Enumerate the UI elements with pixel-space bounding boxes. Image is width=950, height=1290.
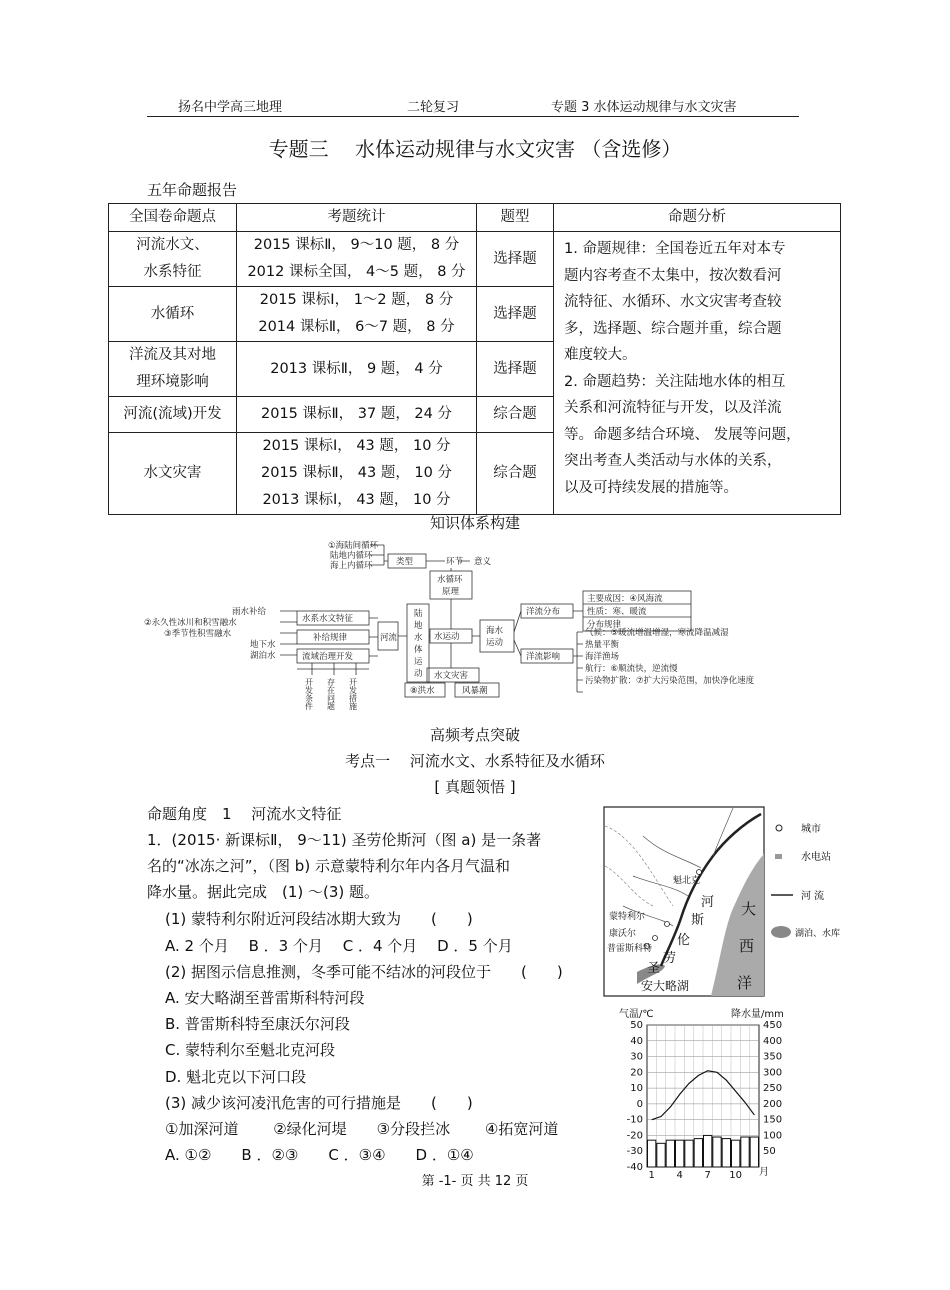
- point-cell: 理环境影响: [136, 374, 209, 390]
- cycle-item: 陆地内循环: [330, 551, 373, 561]
- water-motion-box: 水运动: [434, 632, 460, 642]
- knowledge-title: 知识体系构建: [429, 514, 520, 532]
- analysis-line: 难度较大。: [564, 347, 637, 363]
- stats-cell: 2013 课标Ⅰ， 43 题， 10 分: [262, 492, 451, 508]
- y2-tick-label: 200: [763, 1098, 783, 1110]
- question-stem: 名的“冰冻之河”，（图 b) 示意蒙特利尔年内各月气温和: [147, 857, 510, 875]
- header-school: 扬名中学高三地理: [178, 100, 283, 115]
- water-cycle-box: 原理: [442, 587, 460, 597]
- map-legend: [771, 822, 840, 939]
- river-box: 补给规律: [313, 633, 348, 643]
- supply-item: 雨水补给: [232, 607, 267, 617]
- type-cell: 选择题: [477, 232, 554, 287]
- city-label: 康沃尔: [609, 929, 637, 939]
- analysis-cell: [554, 232, 841, 515]
- col-header: 题型: [477, 204, 554, 232]
- y2-tick-label: 50: [763, 1146, 776, 1158]
- city-label: 普雷斯科特: [607, 944, 653, 954]
- q1-options: A. 2 个月 B ．3 个月 C ．4 个月 D ．5 个月: [165, 937, 513, 955]
- precip-bar: [741, 1137, 749, 1167]
- precip-bar: [750, 1137, 758, 1167]
- precip-bar: [657, 1143, 665, 1167]
- ocean-label: 大: [741, 900, 757, 918]
- stats-cell: 2015 课标Ⅱ， 37 题， 24 分: [237, 397, 477, 433]
- legend-label: 湖泊、水库: [795, 929, 841, 939]
- y2-tick-label: 450: [763, 1020, 783, 1031]
- report-table: [108, 203, 841, 515]
- ocean-motion-box: 海水: [486, 626, 504, 636]
- type-box: 类型: [396, 557, 414, 567]
- type-cell: 选择题: [477, 287, 554, 342]
- river-box: 水系水文特征: [302, 614, 354, 624]
- col-header: 考题统计: [237, 204, 477, 232]
- ocean-label: 西: [739, 937, 755, 955]
- analysis-line: 关系和河流特征与开发，以及洋流: [564, 400, 782, 416]
- stats-cell: 2014 课标Ⅱ， 6～7 题， 8 分: [258, 319, 455, 335]
- y2-tick-label: 150: [763, 1114, 783, 1126]
- q3-options: A. ①② B ．②③ C ．③④ D ．①④: [165, 1146, 474, 1164]
- analysis-line: 题内容考查不太集中，按次数看河: [564, 267, 782, 284]
- point-cell: 水文灾害: [109, 433, 237, 515]
- cycle-item: 海上内循环: [330, 561, 373, 571]
- type-cell: 选择题: [477, 342, 554, 397]
- y-tick-label: -10: [626, 1114, 643, 1126]
- supply-item: ②永久性冰川和积雪融水: [144, 618, 237, 628]
- water-cycle-box: 水循环: [437, 575, 463, 585]
- y-tick-label: 0: [636, 1098, 643, 1110]
- q3-text: (3) 减少该河凌汛危害的可行措施是 ( ): [165, 1094, 473, 1112]
- page-title: 专题三 水体运动规律与水文灾害 （含选修）: [268, 137, 682, 161]
- y2-ticks: [763, 1020, 782, 1157]
- stats-cell: 2015 课标Ⅰ， 43 题， 10 分: [262, 438, 451, 454]
- legend-label: 河 流: [801, 891, 825, 902]
- river-box: 河流: [380, 633, 398, 643]
- dist-item: 性质：寒、暖流: [587, 607, 647, 617]
- x-tick-label: 10: [729, 1170, 743, 1181]
- x-tick-label: 1: [648, 1170, 655, 1181]
- point-cell: 洋流及其对地: [129, 347, 216, 363]
- stats-cell: 2015 课标Ⅱ， 43 题， 10 分: [261, 465, 452, 481]
- analysis-line: 多，选择题、综合题并重，综合题: [564, 320, 782, 337]
- climate-chart: [603, 1003, 843, 1181]
- precip-bar: [648, 1140, 656, 1167]
- y-tick-label: -40: [626, 1162, 643, 1173]
- city-label: 蒙特利尔: [609, 912, 646, 922]
- analysis-line: 1. 命题规律：全国卷近五年对本专: [564, 241, 786, 257]
- supply-item: 地下水: [250, 640, 276, 650]
- x-axis-label: 月: [759, 1167, 769, 1178]
- dev-item: 存在问题: [326, 678, 336, 710]
- col-header: 全国卷命题点: [109, 204, 237, 232]
- header-phase: 二轮复习: [407, 100, 460, 115]
- city-legend-icon: [776, 825, 782, 831]
- precip-bar: [694, 1139, 702, 1167]
- y-tick-label: -20: [626, 1130, 643, 1142]
- city-marker: [653, 936, 658, 941]
- effect-item: 航行：⑥顺流快，逆流慢: [585, 664, 678, 674]
- supply-item: 湖泊水: [250, 651, 276, 661]
- y-tick-label: 10: [630, 1083, 643, 1095]
- question-stem: 降水量。据此完成 (1) ～(3) 题。: [147, 883, 380, 901]
- cycle-item: ①海陆间循环: [328, 541, 379, 551]
- analysis-line: 2. 命题趋势：关注陆地水体的相互: [564, 373, 786, 390]
- analysis-line: 突出考查人类活动与水体的关系，: [564, 453, 782, 469]
- type-cell: 综合题: [477, 433, 554, 515]
- river-label: 伦: [677, 933, 691, 948]
- y2-tick-label: 350: [763, 1051, 783, 1063]
- q2-option: D. 魁北克以下河口段: [165, 1068, 307, 1086]
- dist-item: 分布规律: [587, 620, 622, 630]
- effect-item: 海洋渔场: [585, 652, 620, 662]
- angle-title: 命题角度 1 河流水文特征: [147, 805, 342, 823]
- city-label: 魁北克: [673, 876, 701, 886]
- ocean-motion-box: 运动: [486, 638, 504, 648]
- precip-bar: [685, 1140, 693, 1167]
- land-water-char: 体: [414, 645, 423, 655]
- storm-box: 风暴潮: [462, 686, 488, 696]
- y2-tick-label: 100: [763, 1130, 783, 1142]
- dev-item: 开发条件: [304, 678, 314, 710]
- land-water-char: 水: [414, 633, 423, 643]
- precip-bar: [722, 1139, 730, 1167]
- x-tick-label: 4: [676, 1170, 683, 1181]
- link-item: 环节: [446, 557, 464, 567]
- stats-cell: 2012 课标全国， 4～5 题， 8 分: [247, 264, 466, 280]
- supply-item: ③季节性积雪融水: [164, 629, 232, 639]
- col-header: 命题分析: [554, 204, 841, 232]
- q3-items: ①加深河道 ②绿化河堤 ③分段拦冰 ④拓宽河道: [165, 1120, 559, 1138]
- link-item: 意义: [474, 557, 492, 567]
- q2-option: A. 安大略湖至普雷斯科特河段: [165, 989, 365, 1007]
- river-box: 流域治理开发: [302, 652, 354, 662]
- city-marker: [697, 870, 702, 875]
- river-label: 河: [701, 895, 715, 910]
- lake-legend-icon: [771, 926, 791, 938]
- dist-item: 主要成因：④风海流: [587, 594, 663, 604]
- y-tick-label: 50: [630, 1020, 643, 1031]
- table-row: [109, 232, 841, 287]
- land-water-char: 运: [414, 657, 423, 667]
- y-tick-label: 20: [630, 1067, 643, 1079]
- knowledge-diagram: [140, 540, 820, 715]
- page-footer: 第 -1- 页 共 12 页: [421, 1174, 529, 1189]
- precip-bar: [676, 1140, 684, 1167]
- dev-labels: [305, 677, 358, 711]
- y2-tick-label: 300: [763, 1067, 783, 1079]
- x-tick-label: 7: [704, 1170, 711, 1181]
- legend-label: 水电站: [801, 852, 831, 863]
- map-figure: [603, 806, 843, 998]
- stats-cell: 2015 课标Ⅱ， 9～10 题， 8 分: [253, 237, 460, 253]
- y2-axis-label: 降水量/mm: [731, 1009, 784, 1020]
- precip-bars: [648, 1135, 759, 1167]
- q1-text: (1) 蒙特利尔附近河段结冰期大致为 ( ): [165, 910, 473, 928]
- header-topic: 专题 3 水体运动规律与水文灾害: [551, 100, 737, 115]
- q2-option: B. 普雷斯科特至康沃尔河段: [165, 1015, 350, 1033]
- current-dist-box: 洋流分布: [526, 607, 561, 617]
- precip-bar: [666, 1140, 674, 1167]
- point-cell: 河流(流域)开发: [109, 397, 237, 433]
- header-rule: [147, 116, 799, 117]
- section-title: 高频考点突破: [429, 726, 520, 744]
- y-tick-label: 30: [630, 1051, 643, 1063]
- dev-item: 开发措施: [348, 678, 358, 710]
- precip-bar: [704, 1135, 712, 1167]
- river-label: 劳: [663, 951, 677, 966]
- question-stem: 1．(2015· 新课标Ⅱ， 9～11) 圣劳伦斯河（图 a) 是一条著: [147, 831, 542, 849]
- land-water-char: 陆: [414, 609, 423, 619]
- precip-bar: [732, 1140, 740, 1167]
- ocean-label: 洋: [737, 974, 753, 992]
- river-label: 圣: [647, 961, 661, 976]
- q2-option: C. 蒙特利尔至魁北克河段: [165, 1041, 336, 1059]
- effect-item: 污染物扩散：⑦扩大污染范围，加快净化速度: [585, 676, 755, 686]
- legend-label: 城市: [801, 824, 821, 835]
- y2-tick-label: 250: [763, 1083, 783, 1095]
- y2-tick-label: 400: [763, 1035, 783, 1047]
- hydropower-legend-icon: [775, 854, 782, 859]
- analysis-line: 等。命题多结合环境、 发展等问题，: [564, 426, 801, 443]
- lake-label: 安大略湖: [641, 979, 690, 993]
- analysis-line: 流特征、水循环、水文灾害考查较: [564, 294, 782, 310]
- kaodian-title: 考点一 河流水文、水系特征及水循环: [345, 752, 605, 770]
- precip-bar: [713, 1137, 721, 1167]
- y-tick-label: -30: [626, 1146, 643, 1158]
- y-axis-label: 气温/℃: [619, 1009, 654, 1020]
- disaster-box: 水文灾害: [434, 671, 469, 681]
- point-cell: 水循环: [109, 287, 237, 342]
- city-marker: [665, 922, 670, 927]
- land-water-char: 动: [414, 669, 423, 679]
- effect-item: 热量平衡: [585, 640, 620, 650]
- effect-item: 气候：⑤暖流增温增湿，寒流降温减湿: [585, 628, 729, 638]
- zhenti-title: [ 真题领悟 ]: [434, 778, 516, 796]
- point-cell: 水系特征: [143, 264, 202, 280]
- river-label: 斯: [691, 913, 705, 928]
- flood-box: ⑧洪水: [410, 686, 435, 696]
- stats-cell: 2015 课标Ⅰ， 1～2 题， 8 分: [259, 292, 454, 308]
- stats-cell: 2013 课标Ⅱ， 9 题， 4 分: [237, 342, 477, 397]
- type-cell: 综合题: [477, 397, 554, 433]
- analysis-line: 以及可持续发展的措施等。: [564, 479, 738, 496]
- q2-text: (2) 据图示信息推测，冬季可能不结冰的河段位于 ( ): [165, 963, 563, 981]
- y-ticks: [627, 1020, 643, 1173]
- report-label: 五年命题报告: [147, 181, 238, 199]
- point-cell: 河流水文、: [136, 237, 209, 253]
- current-effect-box: 洋流影响: [526, 652, 561, 662]
- y-tick-label: 40: [630, 1035, 643, 1047]
- land-water-char: 地: [414, 621, 423, 631]
